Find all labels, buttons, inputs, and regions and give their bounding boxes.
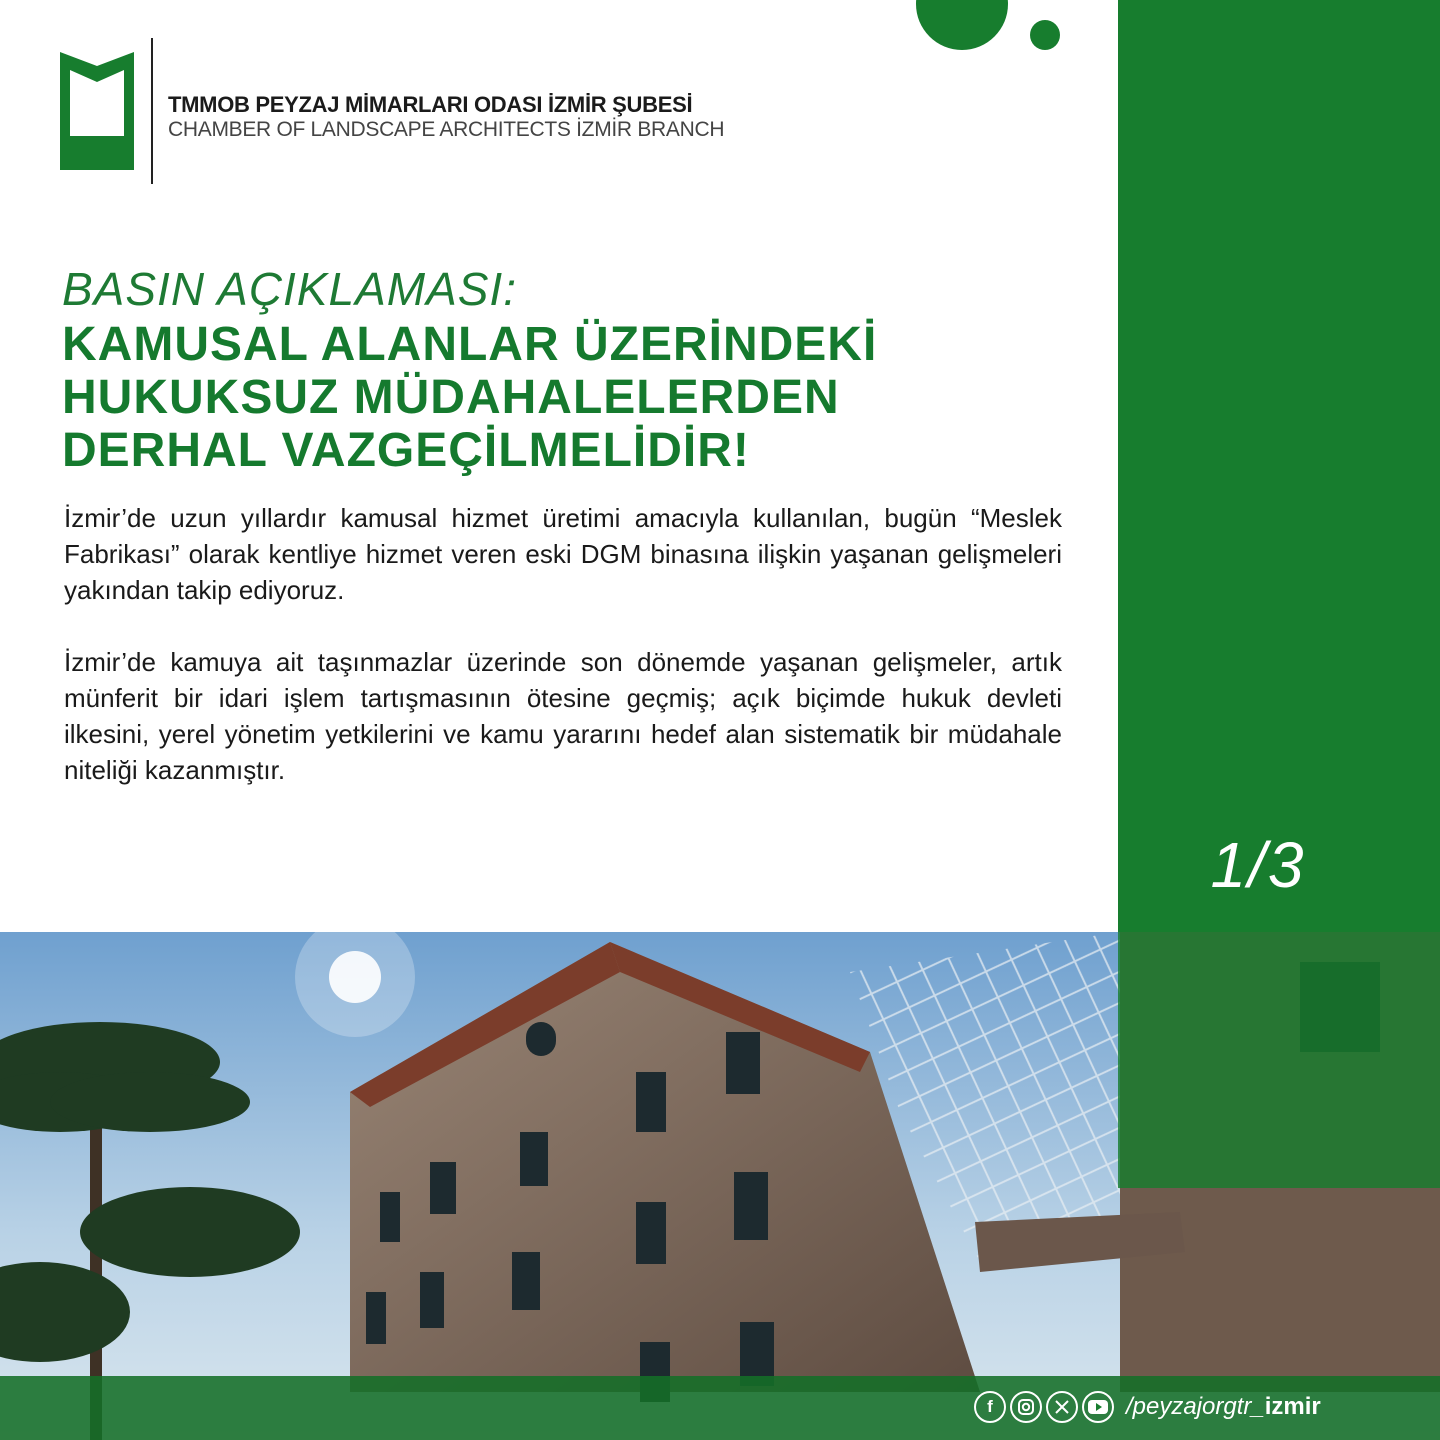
body-paragraph: İzmir’de kamuya ait taşınmazlar üzerinde son dönemde yaşanan gelişmeler, artık münferit bir idari işlem tartışmasının ötesine geçmiş; açık biçimde hukuk devleti ilkesini, yerel yönetim yetkilerini ve kamu yararını hedef alan sistematik bir müdahale niteliği kazanmıştır. [64, 647, 1062, 785]
social-bar [974, 1388, 1321, 1426]
facebook-icon[interactable]: f [974, 1391, 1006, 1423]
headline [62, 318, 1062, 477]
body-paragraph: İzmir’de uzun yıllardır kamusal hizmet üretimi amacıyla kullanılan, bugün “Meslek Fabrikası” olarak kentliye hizmet veren eski DGM binasına ilişkin yaşanan gelişmeleri yakından takip ediyoruz. [64, 503, 1062, 605]
headline-line: HUKUKSUZ MÜDAHALELERDEN [62, 371, 840, 424]
decorative-dot [1030, 20, 1060, 50]
handle-prefix: /peyzajorgtr_ [1126, 1393, 1265, 1420]
x-icon[interactable] [1046, 1391, 1078, 1423]
chamber-logo [60, 52, 134, 170]
handle-bold: izmir [1264, 1393, 1321, 1420]
headline-line: DERHAL VAZGEÇİLMELİDİR! [62, 424, 750, 477]
instagram-icon[interactable] [1010, 1391, 1042, 1423]
social-handle[interactable] [1126, 1393, 1321, 1421]
org-name-english: CHAMBER OF LANDSCAPE ARCHITECTS İZMİR BRANCH [168, 118, 725, 141]
press-release-kicker: BASIN AÇIKLAMASI: [62, 263, 517, 315]
header-divider [151, 38, 153, 184]
org-name-turkish: TMMOB PEYZAJ MİMARLARI ODASI İZMİR ŞUBESİ [168, 92, 693, 117]
page-indicator: 1/3 [1210, 829, 1306, 901]
youtube-icon[interactable] [1082, 1391, 1114, 1423]
decorative-dot [916, 0, 1008, 50]
building-photo [0, 932, 1440, 1440]
headline-line: KAMUSAL ALANLAR ÜZERİNDEKİ [62, 318, 878, 371]
